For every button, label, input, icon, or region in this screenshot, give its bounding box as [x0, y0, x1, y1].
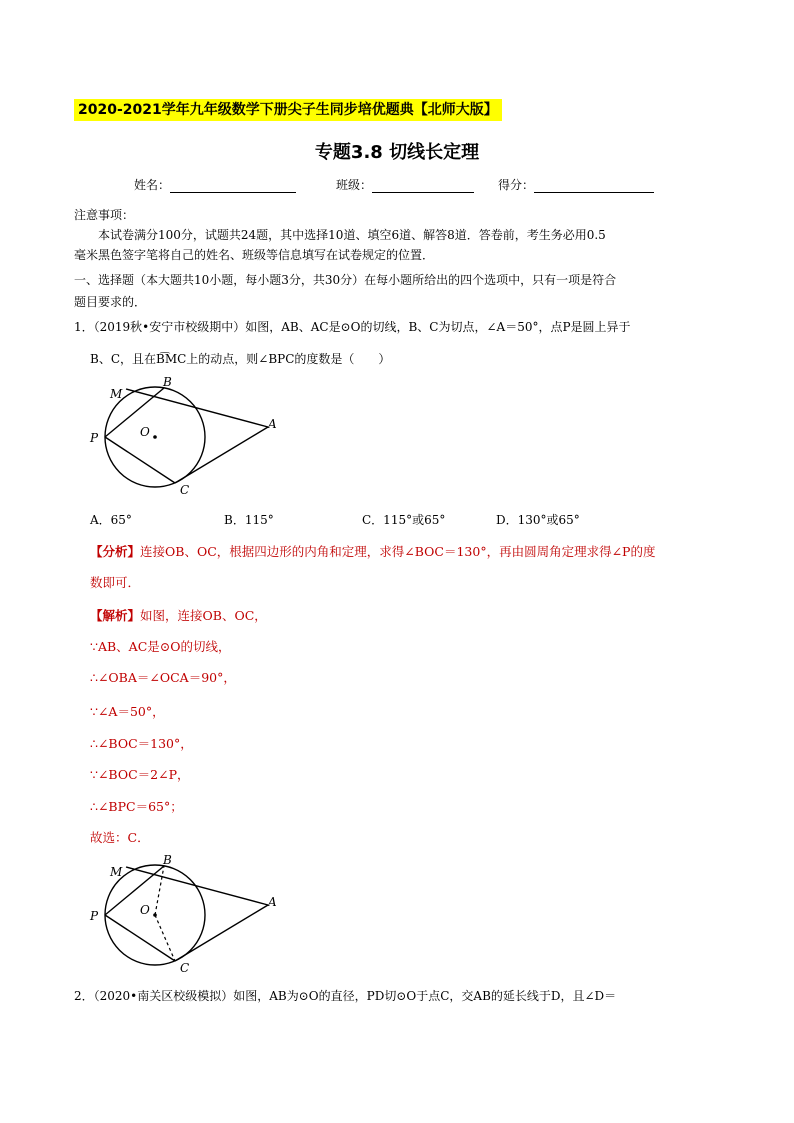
page-title: 专题3.8 切线长定理 [314, 142, 480, 163]
notice-heading: 注意事项： [74, 208, 135, 222]
name-blank[interactable] [170, 180, 296, 193]
analysis-tag: 【分析】 [90, 544, 141, 559]
score-blank[interactable] [534, 180, 654, 193]
label-o: O [140, 903, 150, 917]
tangent-ac [175, 905, 268, 961]
option-a[interactable]: A．65° [90, 513, 132, 527]
solution-answer: 故选：C． [90, 830, 150, 845]
q1-stem-line-2: B、C，且在B͡MC上的动点，则∠BPC的度数是（ ） [90, 352, 391, 366]
label-c: C [180, 483, 190, 497]
score-label: 得分： [498, 178, 535, 192]
option-d[interactable]: D．130°或65° [496, 513, 580, 527]
option-c[interactable]: C．115°或65° [362, 513, 446, 527]
solution-line-0 [90, 606, 267, 626]
label-p: P [90, 431, 99, 445]
section-heading-line-2: 题目要求的． [74, 295, 147, 309]
series-banner: 2020-2021学年九年级数学下册尖子生同步培优题典【北师大版】 [74, 99, 502, 121]
notice-line-2: 毫米黑色签字笔将自己的姓名、班级等信息填写在试卷规定的位置． [74, 248, 435, 262]
label-m: M [110, 865, 123, 879]
solution-step: ∵∠A＝50°， [90, 704, 165, 719]
tangent-ac [175, 427, 268, 483]
label-a: A [268, 417, 277, 431]
label-b: B [163, 375, 172, 389]
name-field [134, 176, 296, 193]
solution-step: ∵AB、AC是⊙O的切线， [90, 639, 231, 654]
option-b[interactable]: B．115° [224, 513, 274, 527]
tangent-ab [126, 389, 268, 427]
solution-step: ∴∠BPC＝65°； [90, 799, 183, 814]
solution-step: ∴∠OBA＝∠OCA＝90°， [90, 670, 236, 685]
class-label: 班级： [336, 178, 373, 192]
label-m: M [110, 387, 123, 401]
chord-pc [105, 437, 175, 483]
solution-step: ∴∠BOC＝130°， [90, 736, 193, 751]
class-field [336, 176, 474, 193]
center-dot [153, 913, 157, 917]
analysis-text: 连接OB、OC，根据四边形的内角和定理，求得∠BOC＝130°，再由圆周角定理求得∠P的度 [140, 544, 656, 559]
tangent-ab [126, 867, 268, 905]
analysis-line-1 [90, 542, 655, 562]
center-dot [153, 435, 157, 439]
q1-figure [78, 372, 298, 502]
notice-line-1: 本试卷满分100分，试题共24题，其中选择10道、填空6道、解答8道．答卷前，考生务必用0.5 [98, 228, 606, 242]
solution-figure [78, 850, 298, 980]
label-o: O [140, 425, 150, 439]
solution-first: 如图，连接OB、OC， [140, 608, 267, 623]
analysis-line-2: 数即可． [90, 575, 141, 590]
q2-stem-line-1: 2．（2020•南关区校级模拟）如图，AB为⊙O的直径，PD切⊙O于点C，交AB的延长线于D，且∠D＝ [74, 989, 617, 1003]
label-a: A [268, 895, 277, 909]
q1-stem-line-1: 1．（2019秋•安宁市校级期中）如图，AB、AC是⊙O的切线，B、C为切点，∠A＝50°，点P是圆上异于 [74, 320, 631, 334]
solution-tag: 【解析】 [90, 608, 141, 623]
score-field [498, 176, 654, 193]
label-b: B [163, 853, 172, 867]
label-c: C [180, 961, 190, 975]
radius-ob [155, 866, 164, 915]
solution-step: ∵∠BOC＝2∠P， [90, 767, 190, 782]
section-heading-line-1: 一、选择题（本大题共10小题，每小题3分，共30分）在每小题所给出的四个选项中，只有一项是符合 [74, 273, 617, 287]
name-label: 姓名： [134, 178, 171, 192]
class-blank[interactable] [372, 180, 474, 193]
label-p: P [90, 909, 99, 923]
